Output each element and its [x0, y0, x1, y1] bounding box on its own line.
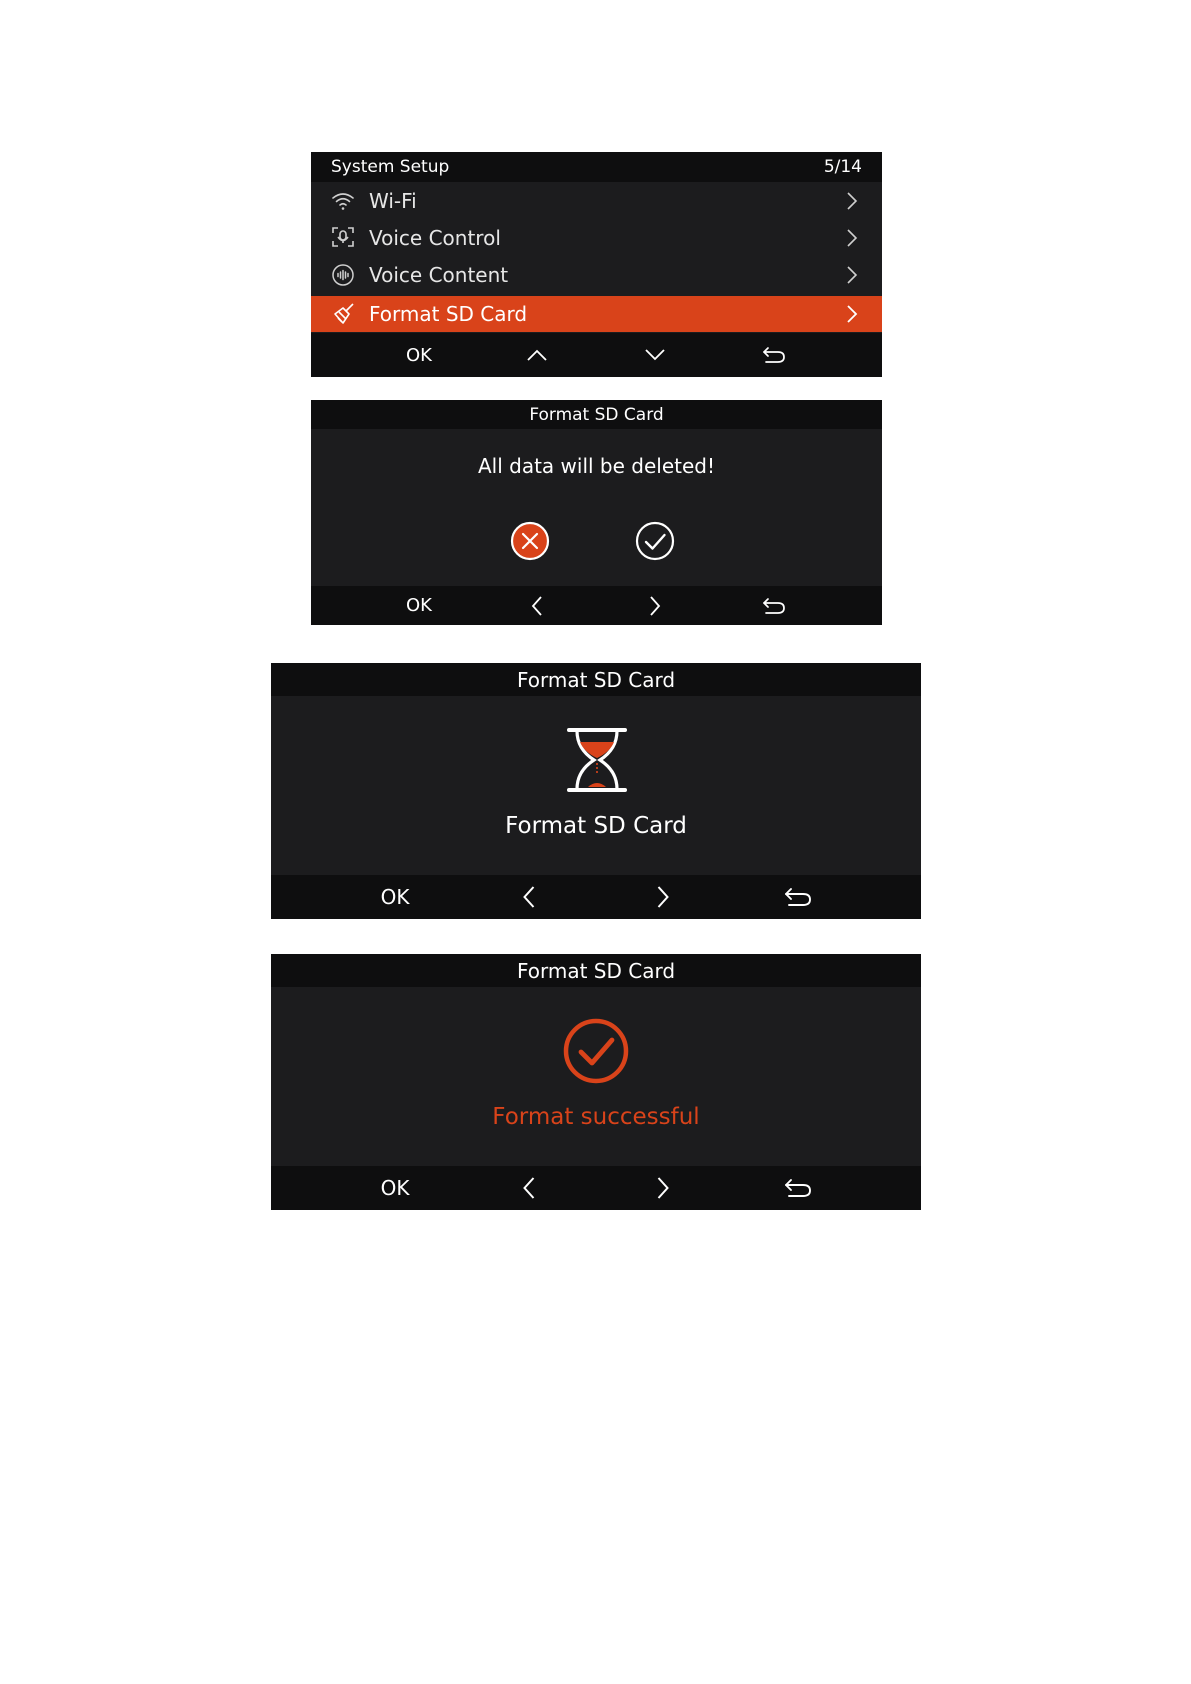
- confirm-button[interactable]: [635, 521, 675, 561]
- chevron-right-icon: [657, 1177, 670, 1199]
- broom-icon: [332, 303, 356, 325]
- menu-item-voice-control[interactable]: [311, 219, 882, 256]
- warning-message: All data will be deleted!: [477, 454, 716, 478]
- status-message: Format SD Card: [505, 813, 687, 839]
- menu-item-format-sd-card[interactable]: [311, 296, 882, 332]
- screen-title: Format SD Card: [529, 404, 664, 425]
- chevron-right-icon: [846, 229, 858, 247]
- ok-button[interactable]: [406, 586, 432, 625]
- voice-control-icon: [331, 226, 355, 248]
- screen-header: [311, 400, 882, 429]
- right-button[interactable]: [657, 1166, 670, 1210]
- menu-item-label: Wi-Fi: [369, 188, 417, 213]
- back-button[interactable]: [784, 1166, 812, 1210]
- screen-title: Format SD Card: [516, 958, 676, 983]
- back-arrow-icon: [784, 1178, 812, 1198]
- success-check-icon: [562, 1017, 630, 1085]
- ok-label: OK: [406, 344, 432, 366]
- screen-title: System Setup: [331, 157, 450, 177]
- back-arrow-icon: [762, 597, 786, 615]
- format-success-screen: [271, 954, 921, 1210]
- ok-label: OK: [380, 885, 410, 909]
- chevron-right-icon: [846, 266, 858, 284]
- left-button[interactable]: [523, 1166, 536, 1210]
- chevron-right-icon: [846, 305, 858, 323]
- ok-button[interactable]: [406, 333, 432, 377]
- confirm-check-icon: [635, 521, 675, 561]
- page-indicator: 5/14: [823, 157, 862, 177]
- ok-label: OK: [406, 595, 432, 616]
- back-arrow-icon: [762, 346, 786, 364]
- right-button[interactable]: [649, 586, 661, 625]
- back-button[interactable]: [762, 586, 786, 625]
- hourglass-icon: [566, 727, 628, 793]
- softkey-bar: [311, 586, 882, 625]
- chevron-down-icon: [645, 349, 665, 361]
- ok-label: OK: [380, 1176, 410, 1200]
- left-button[interactable]: [531, 586, 543, 625]
- chevron-left-icon: [531, 596, 543, 616]
- softkey-bar: [311, 333, 882, 377]
- softkey-bar: [271, 1166, 921, 1210]
- cancel-x-icon: [510, 521, 550, 561]
- menu-item-label: Format SD Card: [369, 302, 528, 326]
- voice-content-icon: [331, 263, 355, 287]
- format-confirm-screen: [311, 400, 882, 625]
- ok-button[interactable]: [381, 875, 410, 919]
- chevron-right-icon: [657, 886, 670, 908]
- softkey-bar: [271, 875, 921, 919]
- screen-header: [311, 152, 882, 182]
- chevron-up-icon: [527, 349, 547, 361]
- screen-header: [271, 663, 921, 696]
- menu-item-label: Voice Control: [369, 225, 501, 250]
- menu-item-voice-content[interactable]: [311, 256, 882, 293]
- up-button[interactable]: [527, 333, 547, 377]
- cancel-button[interactable]: [510, 521, 550, 561]
- chevron-left-icon: [523, 886, 536, 908]
- format-progress-screen: [271, 663, 921, 919]
- chevron-left-icon: [523, 1177, 536, 1199]
- menu-item-label: Voice Content: [369, 262, 509, 287]
- left-button[interactable]: [523, 875, 536, 919]
- screen-title: Format SD Card: [516, 667, 676, 692]
- back-arrow-icon: [784, 887, 812, 907]
- wifi-icon: [331, 190, 355, 212]
- chevron-right-icon: [846, 192, 858, 210]
- down-button[interactable]: [645, 333, 665, 377]
- success-message: Format successful: [492, 1104, 700, 1130]
- right-button[interactable]: [657, 875, 670, 919]
- screen-header: [271, 954, 921, 987]
- ok-button[interactable]: [381, 1166, 410, 1210]
- menu-item-wifi[interactable]: [311, 182, 882, 219]
- back-button[interactable]: [762, 333, 786, 377]
- chevron-right-icon: [649, 596, 661, 616]
- system-setup-screen: [311, 152, 882, 377]
- back-button[interactable]: [784, 875, 812, 919]
